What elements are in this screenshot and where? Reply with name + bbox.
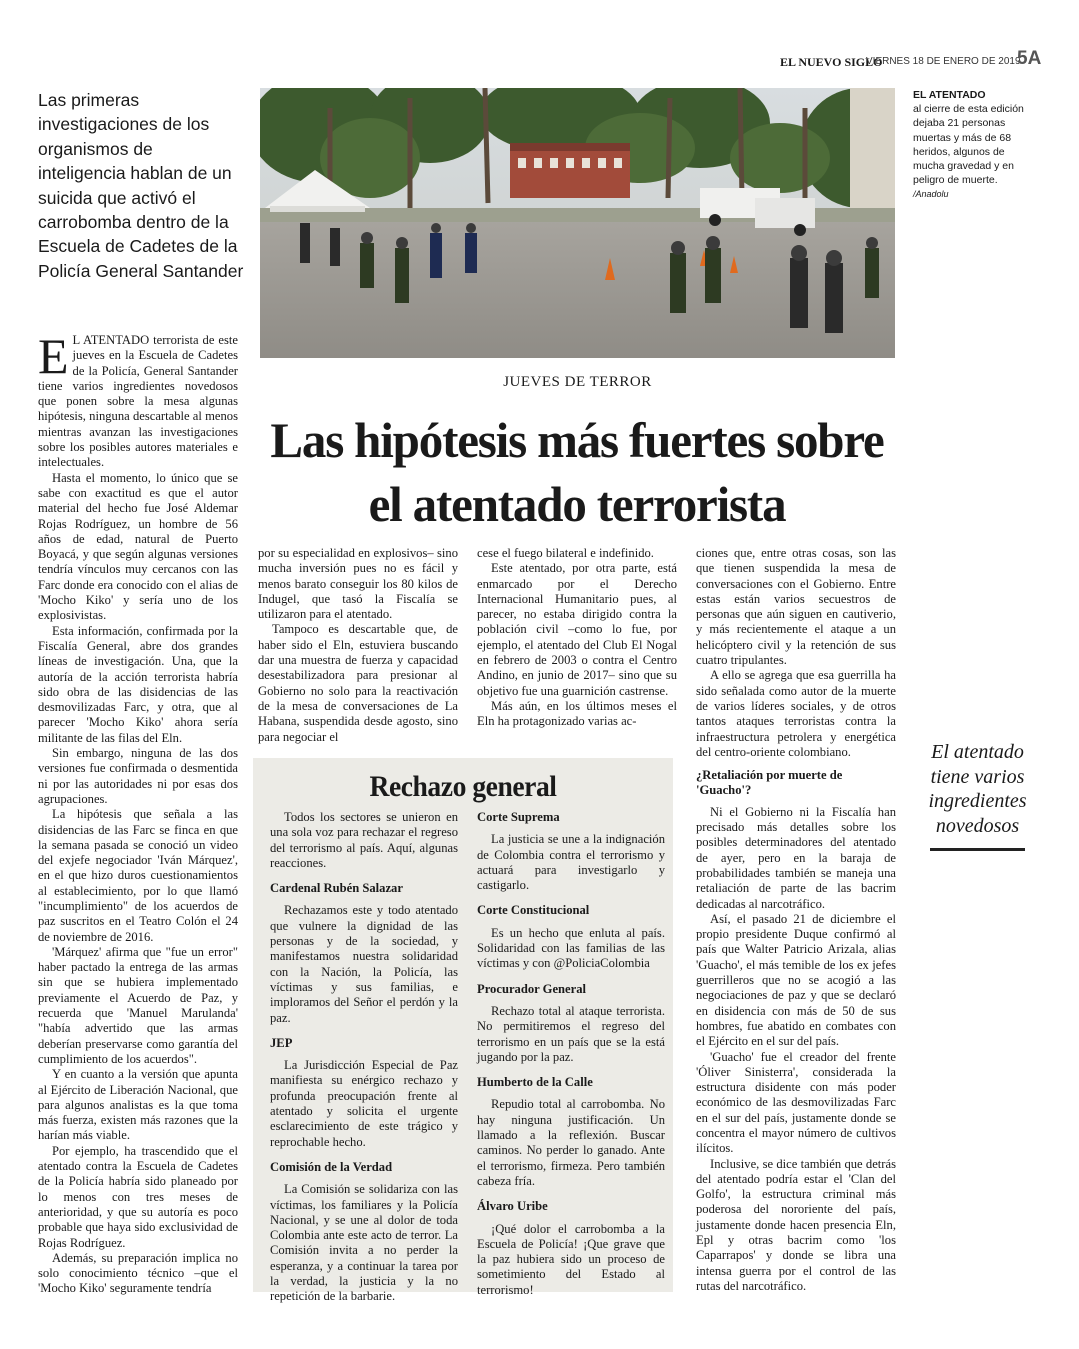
reaction-name: Comisión de la Verdad bbox=[270, 1159, 393, 1174]
paragraph: Además, su preparación implica no solo conocimiento técnico –que el 'Mocho Kiko' seguramente tendría bbox=[38, 1250, 238, 1296]
drop-cap: E bbox=[38, 328, 69, 384]
headline: Las hipótesis más fuertes sobre el atentado terrorista bbox=[270, 412, 884, 532]
paragraph: Este atentado, por otra parte, está enmarcado por el Derecho Internacional Humanitario pues, al parecer, no estaba dirigido contra la población civil –como lo fue, por ejemplo, el atentado del Club El Nogal en febrero de 2003 o contra el Centro Andino, en junio de 2017– sino que su objetivo fue una guarnición castrense. bbox=[477, 561, 677, 698]
article-column-3 bbox=[477, 546, 677, 730]
reaction-text: ¡Qué dolor el carrobomba a la Escuela de Policía! ¡Que grave que la paz hubiera sido un proceso de sometimiento del Estado al terrorismo! bbox=[477, 1221, 665, 1297]
reaction-text: Es un hecho que enluta al país. Solidaridad con las familias de las víctimas y con @PoliciaColombia bbox=[477, 925, 665, 971]
sidebar-title: Rechazo general bbox=[369, 770, 557, 803]
article-column-2 bbox=[258, 546, 458, 745]
reaction-name: JEP bbox=[270, 1035, 293, 1050]
paragraph: Ni el Gobierno ni la Fiscalía han precisado más detalles sobre los posibles determinadores del atentado de ayer, pero en la baraja de probabilidades también se maneja una retaliación de parte de las bacrim dedicadas al narcotráfico. bbox=[696, 804, 896, 911]
sidebar-column-right bbox=[477, 810, 665, 1298]
reaction-text: Rechazamos este y todo atentado que vulnere la dignidad de las personas y de la sociedad, y manifestamos nuestra solidaridad con la Nación, la Policía, las víctimas y sus familias, e imploramos del Señor el perdón y la paz. bbox=[270, 903, 458, 1025]
paragraph: ciones que, entre otras cosas, son las que tienen suspendida la mesa de conversaciones con el Gobierno. Entre estas están varios secuestros de personas que aún siguen en cautiverio, y más recientemente el ataque a un helicóptero civil y la retención de sus cuatro tripulantes. bbox=[696, 546, 896, 668]
page-header bbox=[780, 50, 1050, 70]
article-column-4 bbox=[696, 546, 896, 1294]
paragraph: Más aún, en los últimos meses el Eln ha protagonizado varias ac- bbox=[477, 698, 677, 729]
issue-date: VIERNES 18 DE ENERO DE 2019 bbox=[866, 56, 1021, 67]
paragraph: por su especialidad en explosivos– sino mucha inversión pues no es fácil y menos barato conseguir los 80 kilos de Indugel, que tasó la Fiscalía se utilizaron para el atentado. bbox=[258, 546, 458, 622]
reaction-text: Repudio total al carrobomba. No hay ninguna justificación. Un llamado a la reflexión. Buscar caminos. No perder lo ganado. Ante el terrorismo, firmeza. Pero también cabeza fría. bbox=[477, 1097, 665, 1188]
reaction-text: Rechazo total al ataque terrorista. No permitiremos el regreso del terrorismo en un país que se la está jugando por la paz. bbox=[477, 1003, 665, 1064]
paragraph: Esta información, confirmada por la Fiscalía General, abre dos grandes líneas de investigación. Una, que la autoría de la acción terrorista habría sido obra de las disidencias de las desmovilizadas Farc, y otra, que al parecer 'Mocho Kiko' ahora sería militante de las filas del Eln. bbox=[38, 623, 238, 745]
reaction-text: La Comisión se solidariza con las víctimas, los familiares y la Policía Nacional, y se une al dolor de toda Colombia ante este acto de terror. La Comisión invita a no perder la esperanza, y a continuar la tarea por la verdad, la justicia y la no repetición de la barbarie. bbox=[270, 1182, 458, 1304]
paragraph: cese el fuego bilateral e indefinido. bbox=[477, 546, 654, 560]
sidebar-column-left bbox=[270, 810, 458, 1305]
photo-caption bbox=[913, 88, 1033, 202]
newspaper-name: EL NUEVO SIGLO bbox=[780, 55, 883, 69]
paragraph: Por ejemplo, ha trascendido que el atentado contra la Escuela de Cadetes de la Policía habría sido planeado por lo menos con tres meses de anterioridad, y que su autoría es poco probable que haya sido exclusividad de Rojas Rodríguez. bbox=[38, 1143, 238, 1250]
reaction-name: Corte Constitucional bbox=[477, 903, 590, 918]
caption-text: al cierre de esta edición dejaba 21 personas muertas y más de 68 heridos, algunos de mucha gravedad y en peligro de muerte. bbox=[913, 103, 1024, 187]
page-number: 5A bbox=[1017, 48, 1042, 69]
paragraph: Hasta el momento, lo único que se sabe con exactitud es que el autor material del hecho fue José Aldemar Rojas Rodríguez, un hombre de 56 años de edad, natural de Puerto Boyacá, y que según algunas versiones tendría vínculos muy cercanos con las Farc donde era conocido con el alias de 'Mocho Kiko' y sería uno de los explosivistas. bbox=[38, 470, 238, 623]
reaction-name: Álvaro Uribe bbox=[477, 1199, 548, 1214]
pull-quote: El atentado tiene varios ingredientes novedosos bbox=[928, 741, 1027, 837]
reaction-name: Corte Suprema bbox=[477, 810, 560, 824]
pull-quote-rule bbox=[930, 848, 1025, 851]
news-photo bbox=[260, 88, 895, 358]
photo-credit: /Anadolu bbox=[913, 189, 949, 200]
paragraph: Sin embargo, ninguna de las dos versiones fue confirmada o desmentida ni por las autoridades ni por esas dos agrupaciones. bbox=[38, 746, 238, 806]
paragraph: 'Guacho' fue el creador del frente 'Óliver Sinisterra', considerada la estructura disidente con más poder económico de las desmovilizadas Farc en el sur del país, justamente donde se concentra el mayor número de cultivos ilícitos. bbox=[696, 1049, 896, 1156]
reaction-name: Procurador General bbox=[477, 981, 587, 996]
paragraph: Inclusive, se dice también que detrás del atentado podría estar el 'Clan del Golfo', la estructura criminal más poderosa del nororiente del país, justamente donde hacen presencia Eln, Epl y otras bacrim como 'los Caparrapos' y donde se libra una intensa guerra por el control de las rutas del narcotráfico. bbox=[696, 1156, 896, 1293]
article-column-1 bbox=[38, 328, 238, 1297]
subheading: ¿Retaliación por muerte de 'Guacho'? bbox=[696, 768, 843, 798]
lead-summary: Las primeras investigaciones de los organismos de inteligencia hablan de un suicida que activó el carrobomba dentro de la Escuela de Cadetes de la Policía General Santander bbox=[38, 90, 244, 281]
reactions-sidebar bbox=[253, 758, 673, 1304]
paragraph: 'Márquez' afirma que "fue un error" haber pactado la entrega de las armas sin que se hubiera implementado previamente el Acuerdo de Paz, y recuerda que 'Manuel Marulanda' "había advertido que las armas deberían preservarse como garantía del cumplimiento de los acuerdos". bbox=[38, 944, 238, 1066]
reaction-text: La justicia se une a la indignación de Colombia contra el terrorismo y actuará para investigarlo y castigarlo. bbox=[477, 832, 665, 893]
sidebar-intro: Todos los sectores se unieron en una sola voz para rechazar el regreso del terrorismo al país. Aquí, algunas reacciones. bbox=[270, 810, 458, 870]
paragraph: La hipótesis que señala a las disidencias de las Farc se finca en que la semana pasada se conoció un video del exjefe negociador 'Iván Márquez', en el que hizo duros cuestionamientos al establecimiento, por lo que llamó "incumplimiento" de los acuerdos de paz suscritos en el Teatro Colón el 24 de noviembre de 2016. bbox=[38, 807, 238, 944]
paragraph: Así, el pasado 21 de diciembre el propio presidente Duque confirmó al país que Walter Patricio Arizala, alias 'Guacho', el más temible de los ex jefes guerrilleros que no se acogió a las negociaciones de paz y que se declaró en disidencia con más de 50 de sus hombres, fue abatido en combates con el Ejército en el sur del país. bbox=[696, 911, 896, 1049]
paragraph: Y en cuanto a la versión que apunta al Ejército de Liberación Nacional, que para algunos analistas es la que toma más fuerza, existen más razones que la harían más viable. bbox=[38, 1067, 238, 1143]
reaction-name: Cardenal Rubén Salazar bbox=[270, 881, 403, 896]
reaction-text: La Jurisdicción Especial de Paz manifiesta su enérgico rechazo y profunda preocupación frente al atentado y solicita el urgente esclarecimiento de este trágico y reprochable hecho. bbox=[270, 1058, 458, 1149]
section-kicker: JUEVES DE TERROR bbox=[503, 374, 652, 390]
paragraph: A ello se agrega que esa guerrilla ha sido señalada como autor de la muerte de varios líderes sociales, y de otros tantos ataques terroristas contra la infraestructura petrolera y energética del centro-oriente colombiano. bbox=[696, 668, 896, 759]
reaction-name: Humberto de la Calle bbox=[477, 1075, 593, 1090]
paragraph: Tampoco es descartable que, de haber sido el Eln, estuviera buscando dar una muestra de fuerza y capacidad desestabilizadora para presionar al Gobierno no solo para la reactivación de la mesa de conversaciones de La Habana, suspendida desde agosto, sino para negociar el bbox=[258, 622, 458, 744]
paragraph: L ATENTADO terrorista de este jueves en la Escuela de Cadetes de la Policía, General Santander tiene varios ingredientes novedosos que ponen sobre la mesa algunas hipótesis, ninguna descartable al menos mientras avanzan las investigaciones sobre los posibles autores materiales e intelectuales. bbox=[38, 333, 238, 470]
photo-scene bbox=[260, 88, 895, 358]
caption-title: EL ATENTADO bbox=[913, 89, 986, 101]
